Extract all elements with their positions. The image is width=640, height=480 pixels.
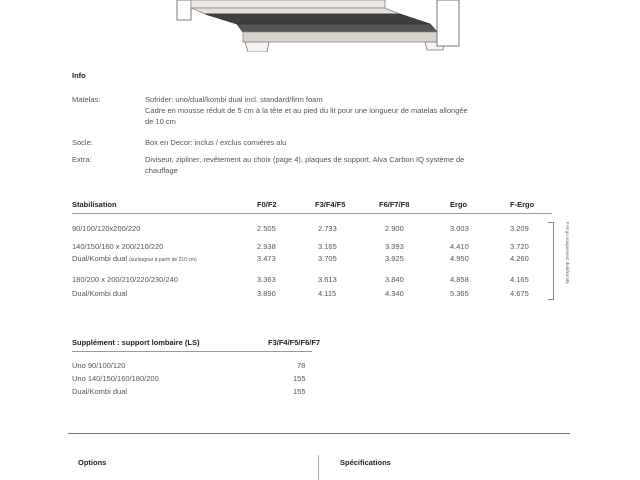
stab-row-note: (surlargeur à partir de 210 cm) — [129, 257, 197, 263]
stab-cell: 4.260 — [510, 254, 529, 263]
supplement-row-label: Uno 90/100/120 — [72, 361, 126, 370]
stab-cell: 4.340 — [385, 289, 404, 298]
stab-cell: 3.393 — [385, 242, 404, 251]
divider — [72, 213, 552, 214]
stab-cell: 3.209 — [510, 224, 529, 233]
stab-header-col: F3/F4/F5 — [315, 200, 346, 209]
supplement-row-label: Uno 140/150/160/180/200 — [72, 374, 159, 383]
spec-line: chauffage — [145, 166, 178, 175]
divider — [72, 351, 312, 352]
stab-cell: 3.165 — [318, 242, 337, 251]
stab-cell: 3.473 — [257, 254, 276, 263]
stab-header-col: F0/F2 — [257, 200, 277, 209]
stab-cell: 3.613 — [318, 275, 337, 284]
supplement-row-value: 155 — [293, 387, 306, 396]
supplement-row-label: Dual/Kombi dual — [72, 387, 128, 396]
stab-cell: 2.938 — [257, 242, 276, 251]
spec-line: Diviseur, zipliner, revêtement au choix (page 4), plaques de support, Alva Carbon IQ système de — [145, 155, 465, 164]
spec-line: Box en Decor: inclus / exclus cornières alu — [145, 138, 287, 147]
stab-header-col: F6/F7/F8 — [379, 200, 410, 209]
stab-row-label: 180/200 x 200/210/220/230/240 — [72, 275, 178, 284]
fergo-side-note: F-Ergo uniquement dual/kombi — [565, 222, 570, 284]
fergo-side-note-wrap — [562, 222, 570, 308]
stab-cell: 2.900 — [385, 224, 404, 233]
specs-heading: Spécifications — [340, 458, 391, 467]
supplement-row-value: 78 — [297, 361, 306, 370]
stab-cell: 4.950 — [450, 254, 469, 263]
stab-cell: 2.733 — [318, 224, 337, 233]
stab-row-label: Dual/Kombi dual (surlargeur à partir de 210 cm) — [72, 254, 197, 263]
stab-cell: 3.705 — [318, 254, 337, 263]
stab-row-label: Dual/Kombi dual — [72, 289, 128, 298]
supplement-col-header: F3/F4/F5/F6/F7 — [268, 338, 321, 347]
fergo-bracket — [548, 222, 554, 300]
stab-cell: 3.840 — [385, 275, 404, 284]
stab-cell: 4.858 — [450, 275, 469, 284]
spec-label-socle: Socle: — [72, 138, 93, 147]
bed-illustration — [175, 0, 465, 52]
stab-header-label: Stabilisation — [72, 200, 117, 209]
options-heading: Options — [78, 458, 107, 467]
supplement-row-value: 155 — [293, 374, 306, 383]
footer-vertical-divider — [318, 455, 319, 480]
info-heading: Info — [72, 71, 86, 80]
stab-header-col: Ergo — [450, 200, 468, 209]
footer-divider — [68, 433, 570, 434]
stab-cell: 4.410 — [450, 242, 469, 251]
spec-line: de 10 cm — [145, 117, 176, 126]
stab-cell: 3.720 — [510, 242, 529, 251]
stab-cell: 3.003 — [450, 224, 469, 233]
stab-cell: 3.363 — [257, 275, 276, 284]
stab-cell: 5.365 — [450, 289, 469, 298]
stab-cell: 3.890 — [257, 289, 276, 298]
stab-row-label: 140/150/160 x 200/210/220 — [72, 242, 164, 251]
stab-row-label: 90/100/120x200/220 — [72, 224, 141, 233]
supplement-heading: Supplément : support lombaire (LS) — [72, 338, 200, 347]
stab-cell: 4.115 — [318, 289, 337, 298]
spec-line: Cadre en mousse réduit de 5 cm à la tête et au pied du lit pour une longueur de matelas allongée — [145, 106, 468, 115]
spec-line: Sofrider: uno/dual/kombi dual incl. standard/firm foam — [145, 95, 323, 104]
stab-cell: 4.165 — [510, 275, 529, 284]
stab-cell: 3.925 — [385, 254, 404, 263]
stab-header-col: F-Ergo — [510, 200, 535, 209]
spec-label-matelas: Matelas: — [72, 95, 101, 104]
stab-cell: 4.675 — [510, 289, 529, 298]
stab-cell: 2.505 — [257, 224, 276, 233]
spec-label-extra: Extra: — [72, 155, 92, 164]
